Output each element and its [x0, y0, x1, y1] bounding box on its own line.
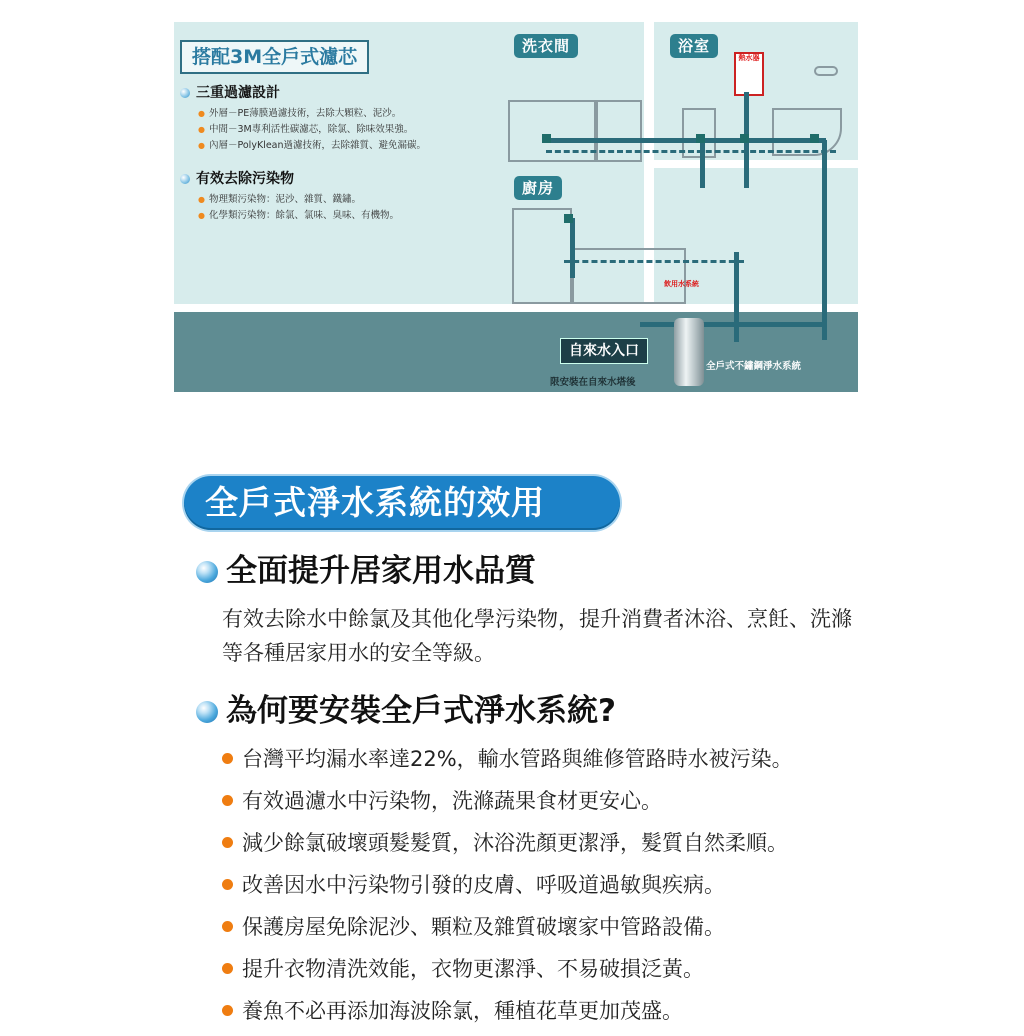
drinking-system-label: 飲用水系統 [664, 280, 699, 288]
triple-filtration-list [198, 106, 426, 154]
pipe-node [696, 134, 705, 143]
pipe-to-laundry [546, 138, 826, 143]
section-quality-title: 全面提升居家用水品質 [196, 552, 536, 590]
section-quality-body: 有效去除水中餘氯及其他化學污染物，提升消費者沐浴、烹飪、洗滌等各種居家用水的安全等級。 [222, 607, 852, 665]
pipe-node [740, 134, 749, 143]
bullet-icon [180, 88, 190, 98]
list-item: 養魚不必再添加海波除氯，種植花草更加茂盛。 [222, 994, 793, 1036]
list-item: 有效過濾水中污染物，洗滌蔬果食材更安心。 [222, 784, 793, 826]
install-note: 限安裝在自來水塔後 [550, 377, 636, 388]
refrigerator [512, 208, 572, 304]
room-tag-kitchen: 廚房 [514, 176, 562, 200]
pipe-bathroom-branch [700, 138, 705, 188]
water-heater-label: 熱水器 [738, 54, 760, 62]
system-label: 全戶式不鏽鋼淨水系統 [706, 361, 802, 372]
effects-banner-title: 全戶式淨水系統的效用 [205, 483, 545, 522]
room-tag-laundry: 洗衣間 [514, 34, 578, 58]
reasons-list [222, 742, 793, 1036]
bubble-icon [196, 701, 218, 723]
triple-filtration-heading: 三重過濾設計 [180, 84, 280, 102]
dashed-pipe-top [546, 150, 836, 153]
dashed-pipe-right [824, 150, 827, 336]
filter-title: 搭配3M全戶式濾芯 [180, 40, 369, 74]
dashed-pipe-kitchen [564, 260, 744, 263]
toilet [772, 108, 842, 156]
bullet-icon [180, 174, 190, 184]
room-tag-bathroom: 浴室 [670, 34, 718, 58]
list-item: 台灣平均漏水率達22%，輸水管路與維修管路時水被污染。 [222, 742, 793, 784]
list-item: ● 外層－PE薄膜過濾技術，去除大顆粒、泥沙。 [198, 106, 426, 122]
pipe-to-system [734, 252, 739, 342]
list-item: ● 內層－PolyKlean過濾技術，去除雜質、避免漏碳。 [198, 138, 426, 154]
pipe-node [564, 214, 573, 223]
whole-house-system-diagram [174, 22, 858, 392]
kitchen-counter [572, 248, 686, 304]
contaminant-removal-heading: 有效去除污染物 [180, 170, 294, 188]
pipe-node [542, 134, 551, 143]
water-inlet-label: 自來水入口 [560, 338, 648, 364]
pipe-node [810, 134, 819, 143]
stainless-filter-unit [674, 318, 704, 386]
bubble-icon [196, 561, 218, 583]
list-item: 保護房屋免除泥沙、顆粒及雜質破壞家中管路設備。 [222, 910, 793, 952]
water-heater [734, 52, 764, 96]
list-item: ● 中間－3M專利活性碳濾芯，除氯、除味效果強。 [198, 122, 426, 138]
list-item: 提升衣物清洗效能，衣物更潔淨、不易破損泛黃。 [222, 952, 793, 994]
list-item: 改善因水中污染物引發的皮膚、呼吸道過敏與疾病。 [222, 868, 793, 910]
pipe-inlet [640, 322, 826, 327]
section-why-title: 為何要安裝全戶式淨水系統? [196, 692, 616, 730]
pipe-kitchen [570, 218, 575, 278]
list-item: 減少餘氯破壞頭髮髮質，沐浴洗顏更潔淨，髮質自然柔順。 [222, 826, 793, 868]
shower-head [814, 66, 838, 76]
list-item: ● 化學類污染物：餘氯、氯味、臭味、有機物。 [198, 208, 399, 224]
contaminant-removal-list [198, 192, 399, 224]
list-item: ● 物理類污染物：泥沙、雜質、鐵鏽。 [198, 192, 399, 208]
